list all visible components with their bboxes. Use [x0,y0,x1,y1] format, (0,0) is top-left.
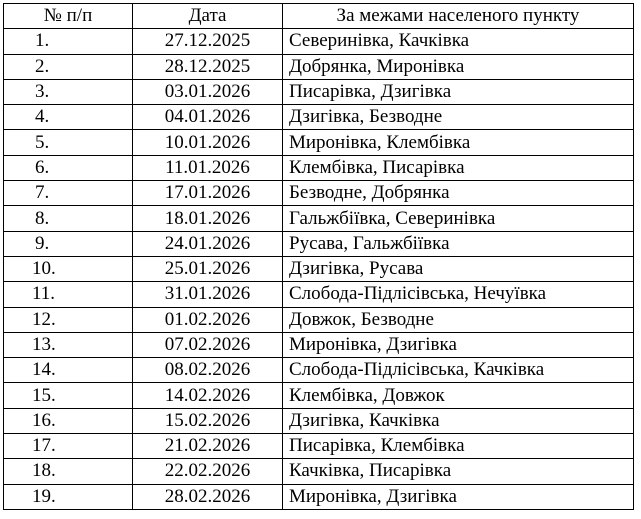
table-row [4,54,634,79]
row-date: 11.01.2026 [133,155,283,180]
row-date: 07.02.2026 [133,332,283,357]
row-number: 8. [4,206,133,231]
row-date: 27.12.2025 [133,29,283,54]
table-row [4,332,634,357]
row-place: Добрянка, Миронівка [283,54,634,79]
row-place: Клембівка, Писарівка [283,155,634,180]
row-place: Безводне, Добрянка [283,181,634,206]
row-number: 18. [4,459,133,484]
table-row [4,181,634,206]
table-row [4,484,634,509]
row-date: 10.01.2026 [133,130,283,155]
header-number: № п/п [4,4,133,29]
row-place: Гальжбіївка, Северинівка [283,206,634,231]
row-number: 9. [4,231,133,256]
row-place: Слобода-Підлісівська, Нечуївка [283,282,634,307]
table-row [4,231,634,256]
table-row [4,155,634,180]
row-place: Русава, Гальжбіївка [283,231,634,256]
header-place: За межами населеного пункту [283,4,634,29]
table-row [4,206,634,231]
table-row [4,383,634,408]
row-place: Миронівка, Дзигівка [283,332,634,357]
table-body [4,29,634,510]
row-number: 12. [4,307,133,332]
row-number: 15. [4,383,133,408]
row-place: Писарівка, Клембівка [283,434,634,459]
row-date: 28.12.2025 [133,54,283,79]
table-row [4,256,634,281]
table-row [4,459,634,484]
table-row [4,282,634,307]
row-place: Клембівка, Довжок [283,383,634,408]
row-date: 31.01.2026 [133,282,283,307]
row-number: 7. [4,181,133,206]
row-date: 01.02.2026 [133,307,283,332]
row-date: 25.01.2026 [133,256,283,281]
row-number: 14. [4,358,133,383]
table-row [4,358,634,383]
row-date: 04.01.2026 [133,105,283,130]
table-row [4,105,634,130]
row-date: 08.02.2026 [133,358,283,383]
row-place: Слобода-Підлісівська, Качківка [283,358,634,383]
row-place: Довжок, Безводне [283,307,634,332]
row-number: 2. [4,54,133,79]
table-row [4,307,634,332]
row-date: 17.01.2026 [133,181,283,206]
row-number: 3. [4,79,133,104]
row-date: 14.02.2026 [133,383,283,408]
row-date: 21.02.2026 [133,434,283,459]
table-row [4,29,634,54]
table-row [4,434,634,459]
row-place: Писарівка, Дзигівка [283,79,634,104]
row-number: 10. [4,256,133,281]
row-number: 13. [4,332,133,357]
row-number: 4. [4,105,133,130]
row-number: 16. [4,408,133,433]
table-row [4,408,634,433]
row-place: Дзигівка, Русава [283,256,634,281]
table-row [4,79,634,104]
row-place: Миронівка, Клембівка [283,130,634,155]
row-number: 11. [4,282,133,307]
row-place: Дзигівка, Качківка [283,408,634,433]
table-row [4,130,634,155]
row-date: 24.01.2026 [133,231,283,256]
row-date: 22.02.2026 [133,459,283,484]
row-number: 17. [4,434,133,459]
row-place: Качківка, Писарівка [283,459,634,484]
row-number: 1. [4,29,133,54]
row-number: 5. [4,130,133,155]
row-place: Дзигівка, Безводне [283,105,634,130]
header-row [4,4,634,29]
row-date: 18.01.2026 [133,206,283,231]
row-place: Северинівка, Качківка [283,29,634,54]
row-number: 19. [4,484,133,509]
row-number: 6. [4,155,133,180]
row-place: Миронівка, Дзигівка [283,484,634,509]
schedule-table [3,3,634,510]
header-date: Дата [133,4,283,29]
row-date: 28.02.2026 [133,484,283,509]
row-date: 15.02.2026 [133,408,283,433]
row-date: 03.01.2026 [133,79,283,104]
